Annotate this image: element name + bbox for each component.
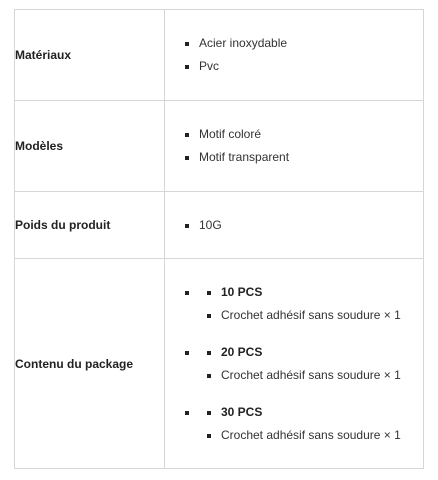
spec-value-package bbox=[165, 259, 424, 469]
spec-row-package bbox=[15, 259, 424, 469]
materials-list bbox=[165, 32, 423, 78]
package-content: Crochet adhésif sans soudure × 1 bbox=[207, 424, 423, 447]
package-item-details bbox=[199, 281, 423, 327]
list-item: Acier inoxydable bbox=[185, 32, 423, 55]
package-content: Crochet adhésif sans soudure × 1 bbox=[207, 364, 423, 387]
spec-label-weight: Poids du produit bbox=[15, 192, 165, 259]
package-item-details bbox=[199, 341, 423, 387]
spec-value-materials bbox=[165, 10, 424, 101]
package-content: Crochet adhésif sans soudure × 1 bbox=[207, 304, 423, 327]
weight-list bbox=[165, 214, 423, 237]
models-list bbox=[165, 123, 423, 169]
spec-value-weight bbox=[165, 192, 424, 259]
spec-label-models: Modèles bbox=[15, 101, 165, 192]
list-item: Motif transparent bbox=[185, 146, 423, 169]
spec-value-models bbox=[165, 101, 424, 192]
spec-row-weight bbox=[15, 192, 424, 259]
package-item bbox=[185, 401, 423, 447]
spec-label-materials: Matériaux bbox=[15, 10, 165, 101]
package-item bbox=[185, 281, 423, 327]
package-item bbox=[185, 341, 423, 387]
list-item: 10G bbox=[185, 214, 423, 237]
spec-row-models bbox=[15, 101, 424, 192]
spec-label-package: Contenu du package bbox=[15, 259, 165, 469]
package-quantity: 10 PCS bbox=[207, 281, 423, 304]
product-spec-table bbox=[14, 9, 424, 469]
list-item: Pvc bbox=[185, 55, 423, 78]
package-list bbox=[165, 281, 423, 447]
spec-row-materials bbox=[15, 10, 424, 101]
list-item: Motif coloré bbox=[185, 123, 423, 146]
package-quantity: 20 PCS bbox=[207, 341, 423, 364]
package-quantity: 30 PCS bbox=[207, 401, 423, 424]
package-item-details bbox=[199, 401, 423, 447]
